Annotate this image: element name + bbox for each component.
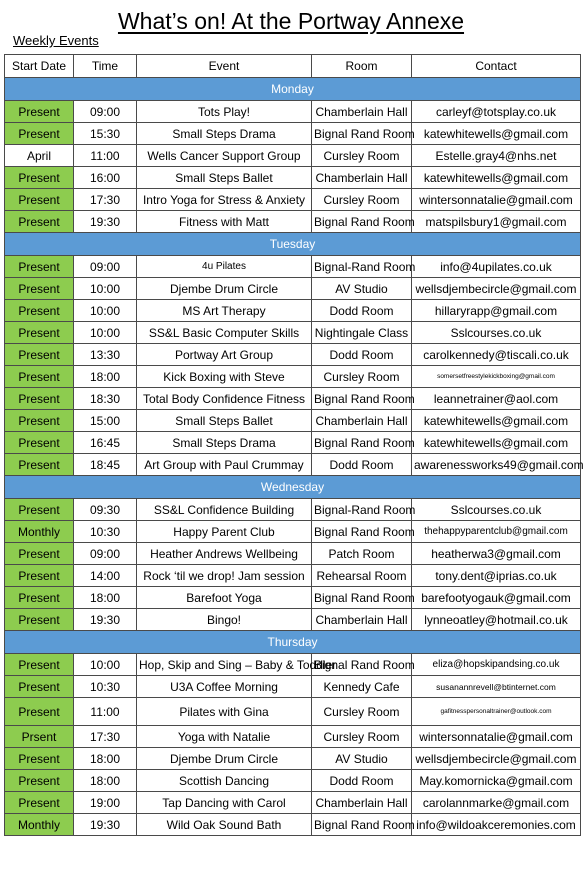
- contact-cell: lynneoatley@hotmail.co.uk: [412, 609, 581, 631]
- start-date-cell: Present: [5, 770, 74, 792]
- start-date-cell: Present: [5, 432, 74, 454]
- table-row: [5, 814, 581, 836]
- time-cell: 10:00: [74, 278, 137, 300]
- table-row: [5, 211, 581, 233]
- table-row: [5, 565, 581, 587]
- table-row: [5, 543, 581, 565]
- room-cell: Bignal Rand Room: [312, 432, 412, 454]
- start-date-cell: Present: [5, 609, 74, 631]
- event-cell: Bingo!: [137, 609, 312, 631]
- start-date-cell: Prsent: [5, 726, 74, 748]
- contact-cell: info@4upilates.co.uk: [412, 256, 581, 278]
- time-cell: 18:00: [74, 366, 137, 388]
- start-date-cell: Present: [5, 167, 74, 189]
- table-row: [5, 189, 581, 211]
- event-cell: Hop, Skip and Sing – Baby & Toddler: [137, 654, 312, 676]
- time-cell: 15:00: [74, 410, 137, 432]
- contact-cell: awarenessworks49@gmail.com: [412, 454, 581, 476]
- table-row: [5, 410, 581, 432]
- contact-cell: carleyf@totsplay.co.uk: [412, 101, 581, 123]
- room-cell: Rehearsal Room: [312, 565, 412, 587]
- contact-cell: wellsdjembecircle@gmail.com: [412, 748, 581, 770]
- contact-cell: gafitnesspersonaltrainer@outlook.com: [412, 698, 581, 726]
- time-cell: 16:45: [74, 432, 137, 454]
- event-cell: Intro Yoga for Stress & Anxiety: [137, 189, 312, 211]
- time-cell: 09:30: [74, 499, 137, 521]
- event-cell: Small Steps Ballet: [137, 410, 312, 432]
- day-header-monday: Monday: [5, 78, 581, 101]
- table-row: [5, 322, 581, 344]
- day-header-thursday: Thursday: [5, 631, 581, 654]
- table-row: [5, 726, 581, 748]
- start-date-cell: Present: [5, 366, 74, 388]
- time-cell: 18:00: [74, 748, 137, 770]
- table-row: [5, 654, 581, 676]
- contact-cell: eliza@hopskipandsing.co.uk: [412, 654, 581, 676]
- contact-cell: Estelle.gray4@nhs.net: [412, 145, 581, 167]
- start-date-cell: Present: [5, 748, 74, 770]
- room-cell: Bignal Rand Room: [312, 211, 412, 233]
- time-cell: 17:30: [74, 189, 137, 211]
- event-cell: Pilates with Gina: [137, 698, 312, 726]
- start-date-cell: Present: [5, 410, 74, 432]
- start-date-cell: Monthly: [5, 814, 74, 836]
- time-cell: 15:30: [74, 123, 137, 145]
- event-cell: Small Steps Drama: [137, 432, 312, 454]
- room-cell: AV Studio: [312, 278, 412, 300]
- contact-cell: katewhitewells@gmail.com: [412, 410, 581, 432]
- time-cell: 18:45: [74, 454, 137, 476]
- event-cell: Djembe Drum Circle: [137, 278, 312, 300]
- room-cell: Kennedy Cafe: [312, 676, 412, 698]
- start-date-cell: Present: [5, 123, 74, 145]
- event-cell: Kick Boxing with Steve: [137, 366, 312, 388]
- room-cell: Dodd Room: [312, 344, 412, 366]
- table-row: [5, 499, 581, 521]
- table-row: [5, 300, 581, 322]
- start-date-cell: Monthly: [5, 521, 74, 543]
- contact-cell: matspilsbury1@gmail.com: [412, 211, 581, 233]
- event-cell: Wild Oak Sound Bath: [137, 814, 312, 836]
- time-cell: 10:00: [74, 322, 137, 344]
- room-cell: Dodd Room: [312, 770, 412, 792]
- day-header-row: [5, 631, 581, 654]
- time-cell: 10:30: [74, 521, 137, 543]
- start-date-cell: Present: [5, 654, 74, 676]
- room-cell: Chamberlain Hall: [312, 609, 412, 631]
- event-cell: Tots Play!: [137, 101, 312, 123]
- col-header-event: Event: [137, 55, 312, 78]
- time-cell: 14:00: [74, 565, 137, 587]
- room-cell: Bignal Rand Room: [312, 587, 412, 609]
- time-cell: 09:00: [74, 543, 137, 565]
- contact-cell: tony.dent@iprias.co.uk: [412, 565, 581, 587]
- time-cell: 17:30: [74, 726, 137, 748]
- contact-cell: katewhitewells@gmail.com: [412, 167, 581, 189]
- table-row: [5, 145, 581, 167]
- contact-cell: somersetfreestylekickboxing@gmail.com: [412, 366, 581, 388]
- weekly-events-heading: Weekly Events: [13, 33, 99, 48]
- start-date-cell: Present: [5, 344, 74, 366]
- start-date-cell: Present: [5, 499, 74, 521]
- start-date-cell: Present: [5, 792, 74, 814]
- contact-cell: thehappyparentclub@gmail.com: [412, 521, 581, 543]
- contact-cell: info@wildoakceremonies.com: [412, 814, 581, 836]
- event-cell: Rock ‘til we drop! Jam session: [137, 565, 312, 587]
- time-cell: 09:00: [74, 256, 137, 278]
- event-cell: Portway Art Group: [137, 344, 312, 366]
- time-cell: 16:00: [74, 167, 137, 189]
- start-date-cell: Present: [5, 189, 74, 211]
- day-header-row: [5, 476, 581, 499]
- event-cell: U3A Coffee Morning: [137, 676, 312, 698]
- event-cell: Yoga with Natalie: [137, 726, 312, 748]
- start-date-cell: April: [5, 145, 74, 167]
- day-header-wednesday: Wednesday: [5, 476, 581, 499]
- event-cell: Small Steps Drama: [137, 123, 312, 145]
- room-cell: AV Studio: [312, 748, 412, 770]
- event-cell: Scottish Dancing: [137, 770, 312, 792]
- start-date-cell: Present: [5, 101, 74, 123]
- day-header-row: [5, 233, 581, 256]
- time-cell: 13:30: [74, 344, 137, 366]
- contact-cell: carolkennedy@tiscali.co.uk: [412, 344, 581, 366]
- day-header-row: [5, 78, 581, 101]
- room-cell: Chamberlain Hall: [312, 792, 412, 814]
- event-cell: 4u Pilates: [137, 256, 312, 278]
- start-date-cell: Present: [5, 565, 74, 587]
- contact-cell: katewhitewells@gmail.com: [412, 432, 581, 454]
- start-date-cell: Present: [5, 278, 74, 300]
- room-cell: Bignal Rand Room: [312, 654, 412, 676]
- event-cell: Heather Andrews Wellbeing: [137, 543, 312, 565]
- room-cell: Bignal-Rand Room: [312, 256, 412, 278]
- room-cell: Bignal Rand Room: [312, 814, 412, 836]
- event-cell: Djembe Drum Circle: [137, 748, 312, 770]
- room-cell: Dodd Room: [312, 300, 412, 322]
- event-cell: MS Art Therapy: [137, 300, 312, 322]
- contact-cell: heatherwa3@gmail.com: [412, 543, 581, 565]
- contact-cell: Sslcourses.co.uk: [412, 322, 581, 344]
- contact-cell: susanannrevell@btinternet.com: [412, 676, 581, 698]
- start-date-cell: Present: [5, 543, 74, 565]
- col-header-contact: Contact: [412, 55, 581, 78]
- time-cell: 09:00: [74, 101, 137, 123]
- table-row: [5, 698, 581, 726]
- day-header-tuesday: Tuesday: [5, 233, 581, 256]
- start-date-cell: Present: [5, 322, 74, 344]
- table-row: [5, 748, 581, 770]
- contact-cell: katewhitewells@gmail.com: [412, 123, 581, 145]
- room-cell: Dodd Room: [312, 454, 412, 476]
- contact-cell: May.komornicka@gmail.com: [412, 770, 581, 792]
- table-row: [5, 123, 581, 145]
- table-row: [5, 256, 581, 278]
- time-cell: 19:00: [74, 792, 137, 814]
- start-date-cell: Present: [5, 698, 74, 726]
- room-cell: Cursley Room: [312, 145, 412, 167]
- time-cell: 19:30: [74, 211, 137, 233]
- start-date-cell: Present: [5, 454, 74, 476]
- table-row: [5, 388, 581, 410]
- time-cell: 10:30: [74, 676, 137, 698]
- contact-cell: leannetrainer@aol.com: [412, 388, 581, 410]
- room-cell: Cursley Room: [312, 366, 412, 388]
- page-title: What’s on! At the Portway Annexe: [117, 8, 465, 34]
- time-cell: 18:00: [74, 587, 137, 609]
- table-row: [5, 344, 581, 366]
- time-cell: 10:00: [74, 654, 137, 676]
- time-cell: 18:30: [74, 388, 137, 410]
- start-date-cell: Present: [5, 211, 74, 233]
- table-row: [5, 792, 581, 814]
- room-cell: Chamberlain Hall: [312, 410, 412, 432]
- room-cell: Cursley Room: [312, 726, 412, 748]
- col-header-time: Time: [74, 55, 137, 78]
- room-cell: Patch Room: [312, 543, 412, 565]
- table-row: [5, 609, 581, 631]
- start-date-cell: Present: [5, 676, 74, 698]
- table-row: [5, 167, 581, 189]
- room-cell: Chamberlain Hall: [312, 101, 412, 123]
- contact-cell: carolannmarke@gmail.com: [412, 792, 581, 814]
- contact-cell: wellsdjembecircle@gmail.com: [412, 278, 581, 300]
- room-cell: Bignal Rand Room: [312, 388, 412, 410]
- room-cell: Cursley Room: [312, 698, 412, 726]
- event-cell: Wells Cancer Support Group: [137, 145, 312, 167]
- col-header-room: Room: [312, 55, 412, 78]
- room-cell: Bignal Rand Room: [312, 123, 412, 145]
- event-cell: SS&L Basic Computer Skills: [137, 322, 312, 344]
- contact-cell: Sslcourses.co.uk: [412, 499, 581, 521]
- start-date-cell: Present: [5, 587, 74, 609]
- events-table: [4, 54, 584, 836]
- start-date-cell: Present: [5, 300, 74, 322]
- table-row: [5, 587, 581, 609]
- event-cell: Tap Dancing with Carol: [137, 792, 312, 814]
- contact-cell: wintersonnatalie@gmail.com: [412, 726, 581, 748]
- event-cell: Barefoot Yoga: [137, 587, 312, 609]
- room-cell: Nightingale Class: [312, 322, 412, 344]
- start-date-cell: Present: [5, 388, 74, 410]
- table-row: [5, 366, 581, 388]
- event-cell: Happy Parent Club: [137, 521, 312, 543]
- col-header-start-date: Start Date: [5, 55, 74, 78]
- room-cell: Bignal Rand Room: [312, 521, 412, 543]
- contact-cell: barefootyogauk@gmail.com: [412, 587, 581, 609]
- table-row: [5, 521, 581, 543]
- time-cell: 19:30: [74, 609, 137, 631]
- time-cell: 11:00: [74, 145, 137, 167]
- event-cell: Fitness with Matt: [137, 211, 312, 233]
- table-row: [5, 432, 581, 454]
- time-cell: 11:00: [74, 698, 137, 726]
- event-cell: SS&L Confidence Building: [137, 499, 312, 521]
- contact-cell: wintersonnatalie@gmail.com: [412, 189, 581, 211]
- event-cell: Small Steps Ballet: [137, 167, 312, 189]
- start-date-cell: Present: [5, 256, 74, 278]
- header-row: [5, 55, 581, 78]
- table-row: [5, 770, 581, 792]
- table-row: [5, 454, 581, 476]
- room-cell: Bignal-Rand Room: [312, 499, 412, 521]
- table-row: [5, 278, 581, 300]
- table-row: [5, 101, 581, 123]
- table-row: [5, 676, 581, 698]
- event-cell: Total Body Confidence Fitness: [137, 388, 312, 410]
- time-cell: 10:00: [74, 300, 137, 322]
- room-cell: Chamberlain Hall: [312, 167, 412, 189]
- time-cell: 19:30: [74, 814, 137, 836]
- event-cell: Art Group with Paul Crummay: [137, 454, 312, 476]
- room-cell: Cursley Room: [312, 189, 412, 211]
- contact-cell: hillaryrapp@gmail.com: [412, 300, 581, 322]
- time-cell: 18:00: [74, 770, 137, 792]
